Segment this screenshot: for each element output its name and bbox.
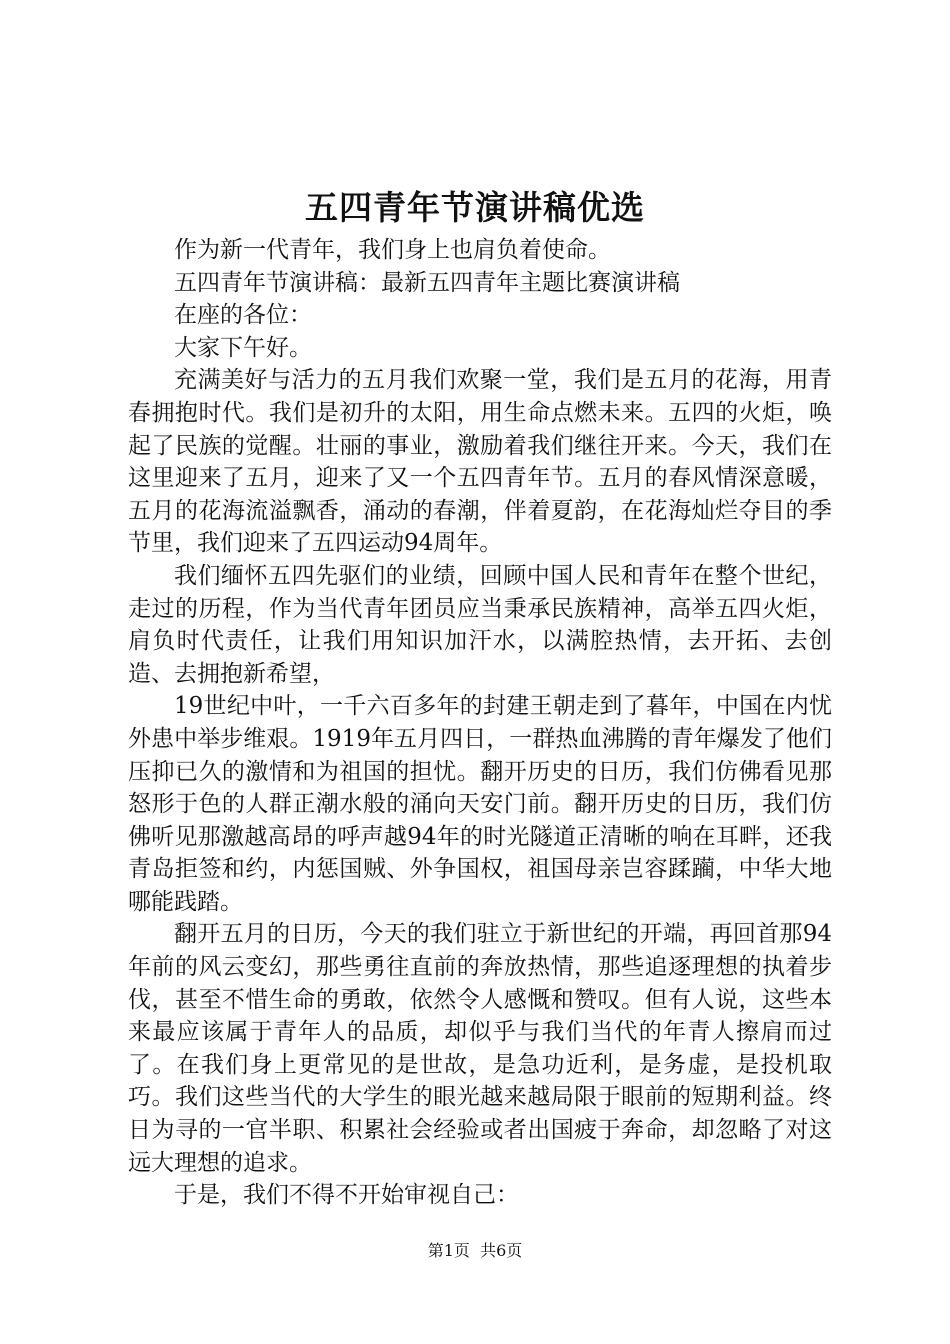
paragraph: 作为新一代青年，我们身上也肩负着使命。 bbox=[174, 237, 611, 263]
document-body bbox=[128, 234, 832, 1212]
paragraph: 在座的各位： bbox=[174, 302, 312, 329]
paragraph: 大家下午好。 bbox=[174, 334, 312, 361]
paragraph: 充满美好与活力的五月我们欢聚一堂，我们是五月的花海，用青春拥抱时代。我们是初升的太阳，用生命点燃未来。五四的火炬，唤起了民族的觉醒。壮丽的事业，激励着我们继往开来。今天，我们在这里迎来了五月，迎来了又一个五四青年节。五月的春风情深意暖，五月的花海流溢飘香，涌动的春潮，伴着夏韵，在花海灿烂夺目的季节里，我们迎来了五四运动94周年。 bbox=[128, 367, 832, 557]
paragraph: 19世纪中叶，一千六百多年的封建王朝走到了暮年，中国在内忧外患中举步维艰。1919年五月四日，一群热血沸腾的青年爆发了他们压抑已久的激情和为祖国的担忧。翻开历史的日历，我们仿佛看见那怒形于色的人群正潮水般的涌向天安门前。翻开历史的日历，我们仿佛听见那激越高昂的呼声越94年的时光隧道正清晰的响在耳畔，还我青岛拒签和约，内惩国贼、外争国权，祖国母亲岂容蹂躏，中华大地哪能践踏。 bbox=[128, 693, 832, 915]
paragraph: 于是，我们不得不开始审视自己： bbox=[174, 1182, 519, 1209]
paragraph: 我们缅怀五四先驱们的业绩，回顾中国人民和青年在整个世纪，走过的历程，作为当代青年团员应当秉承民族精神，高举五四火炬，肩负时代责任，让我们用知识加汗水，以满腔热情，去开拓、去创造、去拥抱新希望， bbox=[128, 562, 832, 687]
page-total: 共6页 bbox=[480, 1241, 523, 1260]
page-number: 第1页 bbox=[427, 1241, 470, 1260]
paragraph: 五四青年节演讲稿：最新五四青年主题比赛演讲稿 bbox=[174, 269, 680, 296]
document-title: 五四青年节演讲稿优选 bbox=[305, 188, 645, 227]
footer-separator bbox=[470, 1241, 480, 1260]
paragraph: 翻开五月的日历，今天的我们驻立于新世纪的开端，再回首那94年前的风云变幻，那些勇往直前的奔放热情，那些追逐理想的执着步伐，甚至不惜生命的勇敢，依然令人感慨和赞叹。但有人说，这些本来最应该属于青年人的品质，却似乎与我们当代的年青人擦肩而过了。在我们身上更常见的是世故，是急功近利，是务虚，是投机取巧。我们这些当代的大学生的眼光越来越局限于眼前的短期利益。终日为寻的一官半职、积累社会经验或者出国疲于奔命，却忽略了对这远大理想的追求。 bbox=[128, 921, 832, 1176]
page-footer bbox=[0, 1240, 950, 1262]
